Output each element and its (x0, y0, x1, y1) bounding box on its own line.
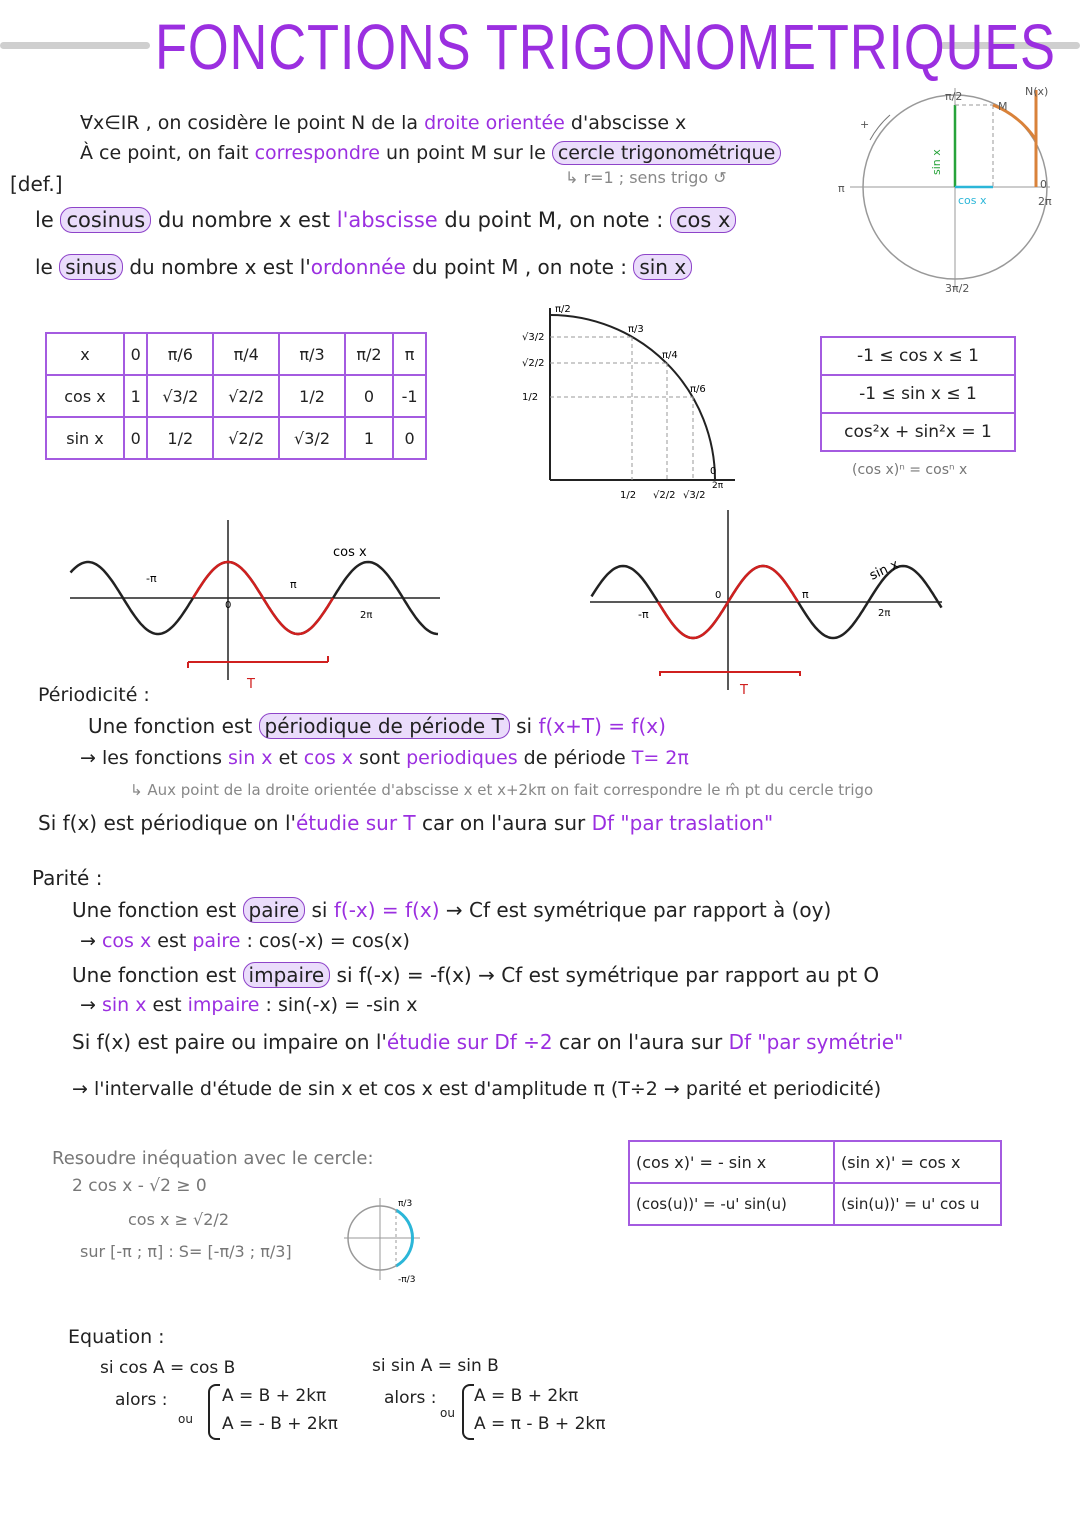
inequation-circle (340, 1188, 430, 1288)
intro-term-correspondre: correspondre (254, 142, 380, 164)
def-text: du point M , on note : (405, 255, 634, 279)
periodicite-line-2 (80, 747, 689, 769)
table-cell: π/6 (147, 333, 213, 375)
def-text: du nombre x est l' (122, 255, 311, 279)
label-N: N(x) (1025, 85, 1049, 98)
text: si (509, 714, 539, 738)
text: si f(-x) = -f(x) → Cf est symétrique par rapport au pt O (330, 963, 880, 987)
label-zero: 0 (1040, 178, 1047, 191)
text: → (80, 930, 102, 952)
quarter-circle-figure (520, 300, 745, 510)
table-row (46, 375, 426, 417)
inequation-line-1: 2 cos x - √2 ≥ 0 (72, 1176, 207, 1196)
table-cell: x (46, 333, 124, 375)
angle-label: 0 (710, 466, 717, 477)
periodicite-line-1 (88, 714, 666, 738)
equation-heading: Equation : (68, 1326, 165, 1348)
table-cell: √2/2 (213, 417, 279, 459)
equation-sin-condition: si sin A = sin B (372, 1356, 499, 1376)
parite-line-4 (80, 994, 417, 1016)
period-label: T (247, 677, 255, 692)
def-term-sinus: sinus (59, 254, 123, 280)
x-label: √2/2 (653, 490, 676, 501)
def-text: du nombre x est (151, 208, 337, 232)
table-cell: √2/2 (213, 375, 279, 417)
y-label: 1/2 (522, 392, 539, 403)
table-cell: π (393, 333, 426, 375)
term-impaire: impaire (243, 962, 331, 988)
label-top: π/2 (945, 90, 963, 103)
def-text: du point M, on note : (437, 208, 670, 232)
def-cosinus (35, 208, 736, 232)
label-plus: + (860, 118, 870, 131)
period-label: T (740, 683, 748, 698)
text: et (272, 747, 304, 769)
equation-cos-condition: si cos A = cos B (100, 1358, 236, 1378)
term: periodiques (406, 747, 518, 769)
table-row (629, 1183, 1001, 1225)
intro-text: d'abscisse x (564, 112, 687, 134)
table-row (46, 417, 426, 459)
table-cell: cos x (46, 375, 124, 417)
tick-minus-pi: -π (638, 608, 649, 621)
brace (462, 1384, 474, 1440)
table-cell: 0 (345, 375, 393, 417)
table-cell: 1/2 (147, 417, 213, 459)
def-term-cosinus: cosinus (60, 207, 151, 233)
parite-line-3 (72, 963, 879, 987)
label-pos: π/3 (398, 1199, 413, 1209)
tick-pi: π (802, 588, 809, 601)
intro-text: ∀x∈IR , on cosidère le point N de la (80, 112, 425, 134)
parite-line-6: → l'intervalle d'étude de sin x et cos x est d'amplitude π (T÷2 → parité et periodicité) (72, 1078, 882, 1100)
x-label: √3/2 (683, 490, 706, 501)
table-cell: π/2 (345, 333, 393, 375)
text: Une fonction est (72, 963, 243, 987)
equation-cos-solution-1: A = B + 2kπ (222, 1386, 327, 1406)
inequation-heading: Resoudre inéquation avec le cercle: (52, 1148, 374, 1169)
term: "par traslation" (614, 811, 774, 835)
tick-2pi: 2π (878, 608, 891, 619)
text: car on l'aura sur (415, 811, 592, 835)
term: T= 2π (631, 747, 689, 769)
label-pi: π (838, 182, 845, 195)
intro-text: un point M sur le (379, 142, 552, 164)
term: Df ÷2 (487, 1030, 553, 1054)
label-cos: cos x (958, 194, 987, 207)
table-cell: sin x (46, 417, 124, 459)
sin-graph (580, 500, 950, 700)
title-rule-left (0, 42, 150, 49)
table-cell: (sin(u))' = u' cos u (834, 1183, 1001, 1225)
text: est (146, 994, 188, 1016)
equation-sin-solution-2: A = π - B + 2kπ (474, 1414, 606, 1434)
def-notation-sin: sin x (633, 254, 692, 280)
term: cos x (303, 747, 354, 769)
identities-box (820, 336, 1016, 452)
table-cell: π/3 (279, 333, 345, 375)
table-cell: -1 (393, 375, 426, 417)
table-cell: 0 (393, 417, 426, 459)
brace (208, 1384, 220, 1440)
term: étudie sur (386, 1030, 488, 1054)
period-bracket (188, 656, 328, 668)
formula: f(-x) = f(x) (333, 898, 440, 922)
identity-cos-bound: -1 ≤ cos x ≤ 1 (822, 338, 1014, 376)
y-label: √2/2 (522, 358, 545, 369)
tick-minus-pi: -π (146, 572, 157, 585)
label-sin: sin x (930, 149, 943, 175)
table-cell: 0 (124, 333, 147, 375)
label-2pi: 2π (1038, 195, 1052, 208)
text: sont (353, 747, 407, 769)
label-bottom: 3π/2 (945, 282, 970, 295)
intro-term-cercle: cercle trigonométrique (552, 141, 781, 165)
angle-label: π/3 (628, 324, 644, 335)
cos-label: cos x (333, 545, 367, 560)
text: → Cf est symétrique par rapport à (oy) (439, 898, 832, 922)
intro-line-2 (80, 142, 781, 164)
equation-cos-solution-2: A = - B + 2kπ (222, 1414, 338, 1434)
parite-heading: Parité : (32, 866, 103, 890)
table-cell: 1 (345, 417, 393, 459)
table-cell: √3/2 (147, 375, 213, 417)
period-bracket (660, 672, 800, 676)
periodicite-line-3: ↳ Aux point de la droite orientée d'abscisse x et x+2kπ on fait correspondre le m̂ pt du cercle trigo (130, 781, 874, 799)
y-label: √3/2 (522, 332, 545, 343)
text: : cos(-x) = cos(x) (240, 930, 410, 952)
identity-pythagore: cos²x + sin²x = 1 (844, 422, 992, 442)
intro-text: À ce point, on fait (80, 142, 255, 164)
cos-graph (60, 510, 450, 700)
direction-arrow (870, 115, 890, 140)
text: car on l'aura sur (552, 1030, 729, 1054)
def-notation-cos: cos x (670, 207, 736, 233)
table-cell: (sin x)' = cos x (834, 1141, 1001, 1183)
text: si (305, 898, 334, 922)
tick-zero: 0 (715, 590, 722, 601)
identity-note: (cos x)ⁿ = cosⁿ x (852, 462, 968, 478)
table-row (629, 1141, 1001, 1183)
formula: f(x+T) = f(x) (538, 714, 666, 738)
sin-label: sin x (867, 557, 902, 584)
equation-sin-alors: alors : (384, 1388, 437, 1408)
term: étudie sur T (296, 811, 416, 835)
equation-sin-ou: ou (440, 1406, 455, 1420)
periodicite-heading: Périodicité : (38, 684, 150, 706)
inequation-line-3: sur [-π ; π] : S= [-π/3 ; π/3] (80, 1242, 292, 1261)
text: : sin(-x) = -sin x (259, 994, 418, 1016)
angle-label: π/2 (555, 304, 571, 315)
page-title: FONCTIONS TRIGONOMETRIQUES (155, 11, 1056, 83)
def-text: le (35, 208, 61, 232)
angle-label: 2π (712, 481, 724, 491)
tick-pi: π (290, 578, 297, 591)
value-table (45, 332, 427, 460)
term: Df (591, 811, 615, 835)
text: Une fonction est (88, 714, 259, 738)
identity-sin-bound: -1 ≤ sin x ≤ 1 (822, 376, 1014, 414)
text: Une fonction est (72, 898, 243, 922)
def-label: [def.] (10, 172, 63, 196)
tick-zero: 0 (225, 600, 232, 611)
text: Si f(x) est paire ou impaire on l' (72, 1030, 387, 1054)
def-text: le (35, 255, 60, 279)
table-cell: (cos(u))' = -u' sin(u) (629, 1183, 834, 1225)
term: Df "par symétrie" (728, 1030, 904, 1054)
intro-line-3: ↳ r=1 ; sens trigo ↺ (565, 168, 727, 187)
term: paire (192, 930, 241, 952)
def-term-abscisse: l'abscisse (336, 208, 438, 232)
intro-term-droite: droite orientée (424, 112, 565, 134)
equation-sin-solution-1: A = B + 2kπ (474, 1386, 579, 1406)
term: sin x (101, 994, 147, 1016)
term: impaire (187, 994, 260, 1016)
tick-2pi: 2π (360, 610, 373, 621)
term-periodique: périodique de période T (259, 713, 510, 739)
label-neg: -π/3 (398, 1275, 416, 1285)
term: cos x (101, 930, 152, 952)
derivatives-table (628, 1140, 1002, 1226)
label-M: M (998, 100, 1008, 113)
table-cell: π/4 (213, 333, 279, 375)
table-cell: 1 (124, 375, 147, 417)
term-paire: paire (243, 897, 306, 923)
trig-circle-figure (830, 80, 1075, 310)
text: de période (517, 747, 632, 769)
text: Si f(x) est périodique on l' (38, 811, 296, 835)
def-term-ordonnee: ordonnée (310, 255, 406, 279)
text: est (151, 930, 193, 952)
equation-cos-alors: alors : (115, 1390, 168, 1410)
angle-label: π/4 (662, 350, 678, 361)
x-label: 1/2 (620, 490, 637, 501)
intro-line-1 (80, 112, 686, 134)
table-cell: √3/2 (279, 417, 345, 459)
parite-line-5 (72, 1030, 903, 1054)
parite-line-1 (72, 898, 831, 922)
parite-line-2 (80, 930, 410, 952)
text: → les fonctions (80, 747, 229, 769)
text: → (80, 994, 102, 1016)
table-cell: 1/2 (279, 375, 345, 417)
periodicite-line-4 (38, 811, 773, 835)
table-row (46, 333, 426, 375)
term: sin x (228, 747, 273, 769)
equation-cos-ou: ou (178, 1412, 193, 1426)
table-cell: 0 (124, 417, 147, 459)
inequation-line-2: cos x ≥ √2/2 (128, 1210, 229, 1229)
def-sinus (35, 255, 692, 279)
table-cell: (cos x)' = - sin x (629, 1141, 834, 1183)
angle-label: π/6 (690, 384, 706, 395)
